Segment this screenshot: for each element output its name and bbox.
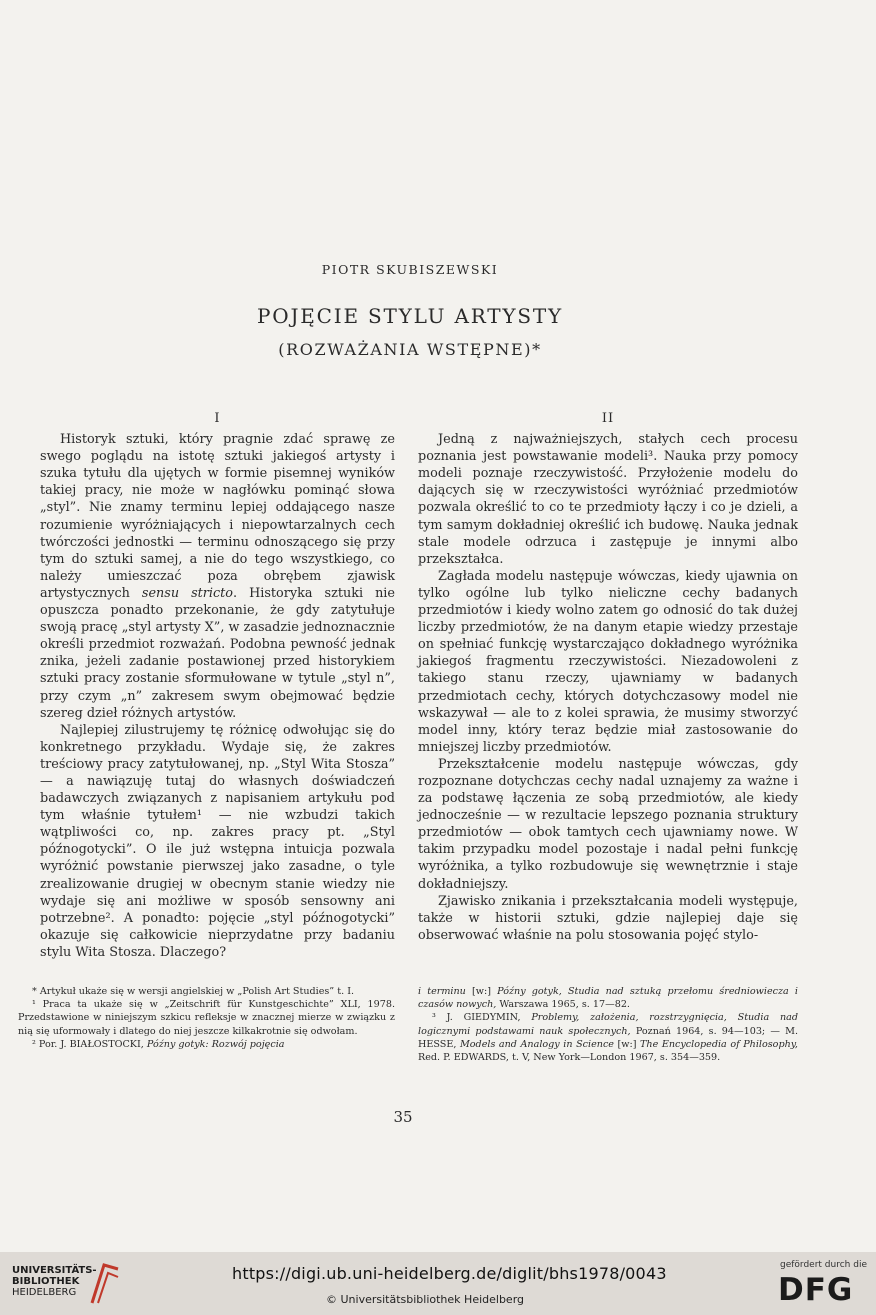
permalink-url[interactable]: https://digi.ub.uni-heidelberg.de/diglit/bhs1978/0043 <box>232 1264 667 1283</box>
section-heading-2: II <box>601 411 615 426</box>
section-heading-1: I <box>214 411 221 426</box>
footnote-3: ³ J. GIEDYMIN, Problemy, założenia, rozstrzygnięcia, Studia nad logicznymi podstawami nauk społecznych, Poznań 1964, s. 94—103; — M. HESSE, Models and Analogy in Science [w:] The Encyclopedia of Philosophy, Red. P. EDWARDS, t. V, New York—London 1967, s. 354—359. <box>418 1012 798 1064</box>
article-title: POJĘCIE STYLU ARTYSTY <box>256 304 563 328</box>
right-column <box>418 410 798 944</box>
paragraph: Zjawisko znikania i przekształcania modeli występuje, także w historii sztuki, gdzie najlepiej daje się obserwować właśnie na polu stosowania pojęć stylo- <box>418 893 798 943</box>
paragraph: Najlepiej zilustrujemy tę różnicę odwołując się do konkretnego przykładu. Wydaje się, że zakres treściowy pracy zatytułowanej, np. „Styl Wita Stosza” — a nawiązuję tutaj do własnych doświadczeń badawczych związanych z napisaniem artykułu pod tym właśnie tytułem¹ — nie wzbudzi takich wątpliwości co, np. zakres pracy pt. „Styl późnogotycki”. O ile już wstępna intuicja pozwala wyróżnić powstanie pierwszej jako zasadne, o tyle zrealizowanie drugiej w obecnym stanie wiedzy nie wydaje się ani możliwe w sposób sensowny ani potrzebne². A ponadto: pojęcie „styl późnogotycki” okazuje się całkowicie nieprzydatne przy badaniu stylu Wita Stosza. Dlaczego? <box>40 722 395 960</box>
footnote-star: * Artykuł ukaże się w wersji angielskiej w „Polish Art Studies” t. I. <box>32 986 355 997</box>
dfg-logo: DFG <box>778 1272 854 1308</box>
copyright-notice: © Universitätsbibliothek Heidelberg <box>326 1293 525 1306</box>
footnote-2-continued: i terminu [w:] Późny gotyk, Studia nad sztuką przełomu średniowiecza i czasów nowych, Warszawa 1965, s. 17—82. <box>418 986 798 1011</box>
page-number: 35 <box>393 1108 413 1126</box>
library-logo-icon <box>88 1259 122 1307</box>
footnote-1: ¹ Praca ta ukaże się w „Zeitschrift für Kunstgeschichte” XLI, 1978. Przedstawione w niniejszym szkicu refleksje w znacznej mierze w związku z nią się uformowały i dlatego do niej jeszcze kilkakrotnie się odwołam. <box>18 999 395 1037</box>
funded-by-label: gefördert durch die <box>780 1260 867 1270</box>
library-logo-text: UNIVERSITÄTS- BIBLIOTHEK HEIDELBERG <box>12 1265 97 1298</box>
author-name: PIOTR SKUBISZEWSKI <box>321 262 499 277</box>
article-subtitle: (ROZWAŻANIA WSTĘPNE)* <box>278 340 542 359</box>
paragraph: Zagłada modelu następuje wówczas, kiedy ujawnia on tylko ogólne lub tylko nieliczne cechy badanych przedmiotów i kiedy wolno zatem go odnosić do tak dużej liczby przedmiotów, że na danym etapie wiedzy przestaje on spełniać funkcję wystarczająco dokładnego wyróżnika jakiegoś fragmentu rzeczywistości. Niezadowoleni z takiego stanu rzeczy, ujawniamy w badanych przedmiotach cechy, których dotychczasowy model nie wskazywał — ale to z kolei sprawia, że musimy stworzyć model inny, który teraz będzie miał zastosowanie do mniejszej liczby przedmiotów. <box>418 568 798 755</box>
paragraph: Jedną z najważniejszych, stałych cech procesu poznania jest powstawanie modeli³. Nauka przy pomocy modeli poznaje rzeczywistość. Przyłożenie modelu do dających się w rzeczywistości wyróżniać przedmiotów pozwala określić to co te przedmioty łączy i co je dzieli, a tym samym dokładniej określić ich budowę. Nauka jednak stale modele odrzuca i zastępuje je innymi albo przekształca. <box>418 432 798 567</box>
footnote-2: ² Por. J. BIAŁOSTOCKI, Późny gotyk: Rozwój pojęcia <box>32 1038 285 1050</box>
footnotes-right <box>418 985 798 1064</box>
footnotes-left <box>18 985 395 1051</box>
paragraph: Przekształcenie modelu następuje wówczas, gdy rozpoznane dotychczas cechy nadal uznajemy za ważne i za podstawę łączenia ze sobą przedmiotów, ale kiedy jednocześnie — w rezultacie lepszego poznania struktury przedmiotów — obok tamtych cech ujawniamy nowe. W takim przypadku model pozostaje i nadal pełni funkcję wyróżnika, a tylko rozbudowuje się wewnętrznie i staje dokładniejszy. <box>418 756 798 892</box>
paragraph: Historyk sztuki, który pragnie zdać sprawę ze swego poglądu na istotę sztuki jakiegoś artysty i szuka tytułu dla ujętych w formie pisemnej wyników takiej pracy, nie może w nagłówku pominąć słowa „styl”. Nie znamy terminu lepiej oddającego nasze rozumienie wyróżniających i niepowtarzalnych cech twórczości jednostki — terminu odnoszącego się przy tym do sztuki samej, a nie do tego wszystkiego, co należy umieszczać poza obrębem zjawisk artystycznych sensu stricto. Historyka sztuki nie opuszcza ponadto przekonanie, że gdy zatytułuje swoją pracę „styl artysty X”, w zasadzie jednoznacznie określi przedmiot rozważań. Podobna pewność jednak znika, jeżeli zadanie postawionej przed historykiem sztuki pracy zostanie sformułowane w tytule „styl n”, przy czym „n” zakresem swym obejmować będzie szereg dzieł różnych artystów. <box>40 432 395 721</box>
left-column <box>40 410 395 961</box>
